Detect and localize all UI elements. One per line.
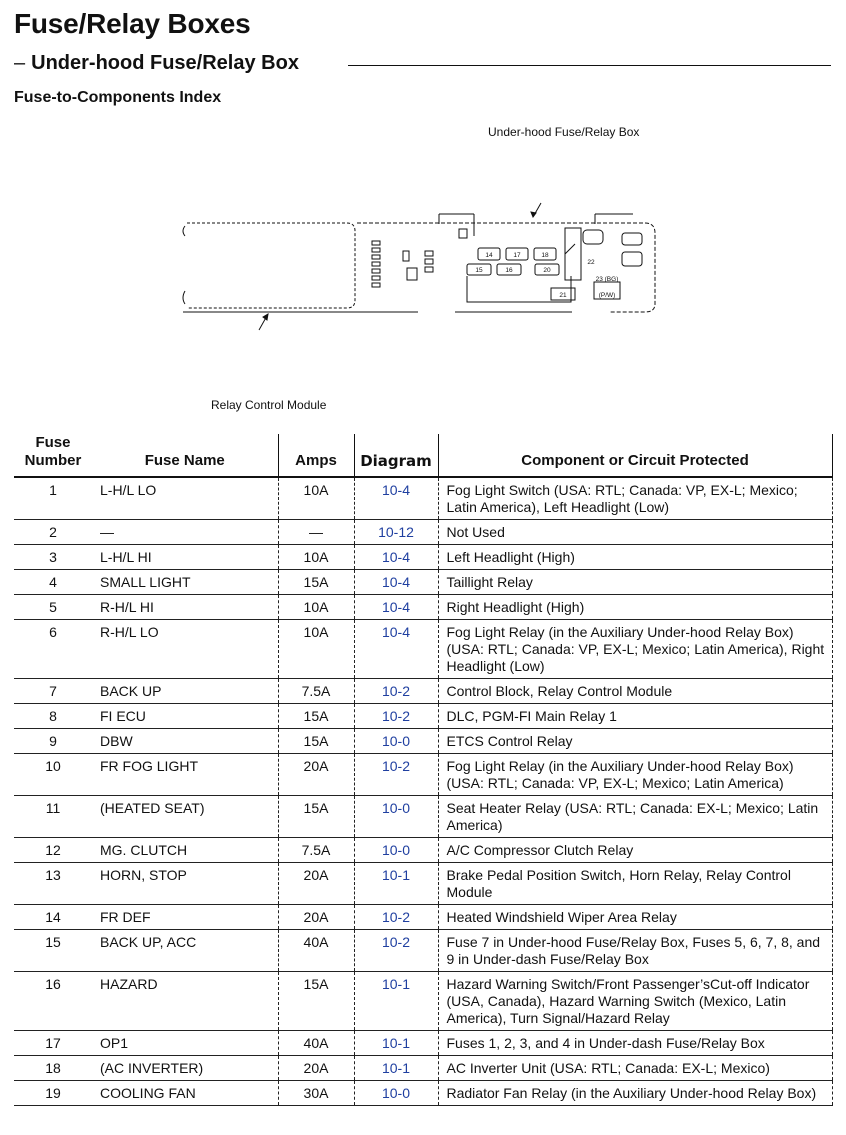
diagram-link[interactable]: 10-0	[381, 842, 411, 858]
amps-cell: 7.5A	[278, 679, 354, 704]
fuse-number-cell: 4	[14, 570, 92, 595]
fuse-number-cell: 7	[14, 679, 92, 704]
diagram-cell	[354, 905, 438, 930]
component-cell: Fog Light Relay (in the Auxiliary Under-hood Relay Box) (USA: RTL; Canada: VP, EX-L; Mexico; Latin America), Right Headlight (Low)	[438, 620, 832, 679]
fuse-name-cell: COOLING FAN	[92, 1081, 278, 1106]
fuse-name-cell: OP1	[92, 1031, 278, 1056]
fuse-box-diagram	[175, 196, 665, 336]
amps-cell: 15A	[278, 796, 354, 838]
component-cell: Radiator Fan Relay (in the Auxiliary Under-hood Relay Box)	[438, 1081, 832, 1106]
component-cell: A/C Compressor Clutch Relay	[438, 838, 832, 863]
amps-cell: 7.5A	[278, 838, 354, 863]
section-title	[14, 52, 299, 75]
amps-cell: 15A	[278, 729, 354, 754]
table-row	[14, 754, 832, 796]
index-heading: Fuse-to-Components Index	[14, 89, 222, 106]
fuse-number-cell: 2	[14, 520, 92, 545]
fuse-name-cell: HORN, STOP	[92, 863, 278, 905]
fuse-name-cell: BACK UP, ACC	[92, 930, 278, 972]
diagram-cell	[354, 1056, 438, 1081]
col-header-diagram: Diagram	[354, 434, 438, 477]
fuse-name-cell: R-H/L HI	[92, 595, 278, 620]
fuse-name-cell: FR DEF	[92, 905, 278, 930]
relay-module-label: Relay Control Module	[211, 398, 327, 412]
table-row	[14, 620, 832, 679]
diagram-link[interactable]: 10-0	[381, 733, 411, 749]
diagram-cell	[354, 930, 438, 972]
diagram-cell	[354, 704, 438, 729]
amps-cell: 15A	[278, 972, 354, 1031]
diagram-link[interactable]: 10-4	[381, 599, 411, 615]
title-rule	[348, 65, 831, 66]
diagram-link[interactable]: 10-4	[381, 549, 411, 565]
col-header-component: Component or Circuit Protected	[438, 434, 832, 477]
fuse-number-cell: 14	[14, 905, 92, 930]
diagram-cell	[354, 972, 438, 1031]
table-row	[14, 520, 832, 545]
title-dash: –	[14, 52, 26, 74]
fuse-name-cell: MG. CLUTCH	[92, 838, 278, 863]
fuse-number-cell: 9	[14, 729, 92, 754]
diagram-link[interactable]: 10-2	[381, 708, 411, 724]
diagram-link[interactable]: 10-2	[381, 683, 411, 699]
diagram-link[interactable]: 10-12	[378, 524, 414, 540]
amps-cell: 10A	[278, 620, 354, 679]
table-row	[14, 595, 832, 620]
fuse-name-cell: R-H/L LO	[92, 620, 278, 679]
col-header-fuse-name: Fuse Name	[92, 434, 278, 477]
amps-cell: 20A	[278, 1056, 354, 1081]
diagram-link[interactable]: 10-0	[381, 1085, 411, 1101]
component-cell: Left Headlight (High)	[438, 545, 832, 570]
amps-cell: 20A	[278, 754, 354, 796]
fuse-label: 15	[475, 267, 483, 274]
relay-label: 23 (BG)	[595, 276, 619, 283]
component-cell: AC Inverter Unit (USA: RTL; Canada: EX-L; Mexico)	[438, 1056, 832, 1081]
diagram-cell	[354, 863, 438, 905]
diagram-link[interactable]: 10-1	[381, 1035, 411, 1051]
relay-label: 21	[559, 292, 567, 299]
table-row	[14, 570, 832, 595]
amps-cell: 15A	[278, 704, 354, 729]
relay-label: (P/W)	[598, 292, 616, 299]
fuse-number-cell: 5	[14, 595, 92, 620]
col-header-amps: Amps	[278, 434, 354, 477]
table-row	[14, 1056, 832, 1081]
fuse-label: 18	[541, 252, 549, 259]
col-header-fuse-number-line1: Fuse	[35, 434, 71, 451]
diagram-cell	[354, 545, 438, 570]
fuse-number-cell: 15	[14, 930, 92, 972]
component-cell: Not Used	[438, 520, 832, 545]
table-row	[14, 796, 832, 838]
fuse-number-cell: 3	[14, 545, 92, 570]
component-cell: Heated Windshield Wiper Area Relay	[438, 905, 832, 930]
amps-cell: 15A	[278, 570, 354, 595]
section-title-text: Under-hood Fuse/Relay Box	[31, 52, 299, 74]
amps-cell: 20A	[278, 863, 354, 905]
fuse-number-cell: 10	[14, 754, 92, 796]
amps-cell: 10A	[278, 477, 354, 520]
amps-cell: 10A	[278, 595, 354, 620]
component-cell: Fog Light Switch (USA: RTL; Canada: VP, EX-L; Mexico; Latin America), Left Headlight (Low)	[438, 477, 832, 520]
amps-cell: —	[278, 520, 354, 545]
fuse-name-cell: SMALL LIGHT	[92, 570, 278, 595]
diagram-cell	[354, 1031, 438, 1056]
amps-cell: 10A	[278, 545, 354, 570]
table-row	[14, 930, 832, 972]
relay-module-outline	[187, 223, 355, 308]
fuse-name-cell: HAZARD	[92, 972, 278, 1031]
relay-label: 22	[587, 259, 595, 266]
fuse-name-cell: —	[92, 520, 278, 545]
table-row	[14, 729, 832, 754]
diagram-link[interactable]: 10-1	[381, 867, 411, 883]
diagram-link[interactable]: 10-4	[381, 482, 411, 498]
component-cell: Hazard Warning Switch/Front Passenger’sCut-off Indicator (USA, Canada), Hazard Warning Switch (Mexico, Latin America), Turn Signal/Hazard Relay	[438, 972, 832, 1031]
component-cell: Brake Pedal Position Switch, Horn Relay, Relay Control Module	[438, 863, 832, 905]
table-row	[14, 1081, 832, 1106]
amps-cell: 40A	[278, 930, 354, 972]
fuse-number-cell: 8	[14, 704, 92, 729]
fuse-number-cell: 17	[14, 1031, 92, 1056]
diagram-cell	[354, 754, 438, 796]
diagram-link[interactable]: 10-1	[381, 976, 411, 992]
fuse-label: 14	[485, 252, 493, 259]
page-title: Fuse/Relay Boxes	[14, 8, 251, 39]
amps-cell: 40A	[278, 1031, 354, 1056]
col-header-fuse-number-line2: Number	[24, 452, 82, 469]
diagram-cell	[354, 679, 438, 704]
fuse-number-cell: 11	[14, 796, 92, 838]
amps-cell: 30A	[278, 1081, 354, 1106]
fuse-number-cell: 13	[14, 863, 92, 905]
fuse-name-cell: BACK UP	[92, 679, 278, 704]
diagram-link[interactable]: 10-2	[381, 934, 411, 950]
table-row	[14, 1031, 832, 1056]
diagram-link[interactable]: 10-2	[381, 758, 411, 774]
fuse-number-cell: 6	[14, 620, 92, 679]
table-row	[14, 545, 832, 570]
fuse-number-cell: 18	[14, 1056, 92, 1081]
table-row	[14, 863, 832, 905]
table-row	[14, 679, 832, 704]
fuse-name-cell: (HEATED SEAT)	[92, 796, 278, 838]
fuse-name-cell: FI ECU	[92, 704, 278, 729]
diagram-link[interactable]: 10-4	[381, 624, 411, 640]
fuse-number-cell: 16	[14, 972, 92, 1031]
diagram-cell	[354, 1081, 438, 1106]
component-cell: DLC, PGM-FI Main Relay 1	[438, 704, 832, 729]
fuse-box-label: Under-hood Fuse/Relay Box	[488, 125, 640, 139]
fuse-number-cell: 12	[14, 838, 92, 863]
amps-cell: 20A	[278, 905, 354, 930]
component-cell: Control Block, Relay Control Module	[438, 679, 832, 704]
fuse-label: 16	[505, 267, 513, 274]
fuse-label: 17	[513, 252, 521, 259]
fuse-name-cell: FR FOG LIGHT	[92, 754, 278, 796]
component-cell: Fuse 7 in Under-hood Fuse/Relay Box, Fuses 5, 6, 7, 8, and 9 in Under-dash Fuse/Relay Box	[438, 930, 832, 972]
diagram-cell	[354, 477, 438, 520]
diagram-link[interactable]: 10-4	[381, 574, 411, 590]
table-row	[14, 477, 832, 520]
diagram-link[interactable]: 10-2	[381, 909, 411, 925]
fuse-number-cell: 1	[14, 477, 92, 520]
table-header-row	[14, 434, 832, 477]
diagram-link[interactable]: 10-0	[381, 800, 411, 816]
table-row	[14, 972, 832, 1031]
component-cell: Seat Heater Relay (USA: RTL; Canada: EX-L; Mexico; Latin America)	[438, 796, 832, 838]
diagram-cell	[354, 729, 438, 754]
diagram-cell	[354, 570, 438, 595]
fuse-name-cell: (AC INVERTER)	[92, 1056, 278, 1081]
fuse-number-cell: 19	[14, 1081, 92, 1106]
diagram-cell	[354, 838, 438, 863]
fuse-name-cell: DBW	[92, 729, 278, 754]
fuse-name-cell: L-H/L LO	[92, 477, 278, 520]
diagram-cell	[354, 796, 438, 838]
table-row	[14, 838, 832, 863]
diagram-cell	[354, 595, 438, 620]
component-cell: Fog Light Relay (in the Auxiliary Under-hood Relay Box) (USA: RTL; Canada: VP, EX-L; Mexico; Latin America)	[438, 754, 832, 796]
col-header-fuse-number	[14, 434, 92, 477]
fuse-index-table	[14, 434, 833, 1106]
table-row	[14, 704, 832, 729]
diagram-cell	[354, 620, 438, 679]
fuse-name-cell: L-H/L HI	[92, 545, 278, 570]
table-row	[14, 905, 832, 930]
diagram-cell	[354, 520, 438, 545]
component-cell: ETCS Control Relay	[438, 729, 832, 754]
component-cell: Taillight Relay	[438, 570, 832, 595]
component-cell: Right Headlight (High)	[438, 595, 832, 620]
fuse-label: 20	[543, 267, 551, 274]
component-cell: Fuses 1, 2, 3, and 4 in Under-dash Fuse/Relay Box	[438, 1031, 832, 1056]
diagram-link[interactable]: 10-1	[381, 1060, 411, 1076]
